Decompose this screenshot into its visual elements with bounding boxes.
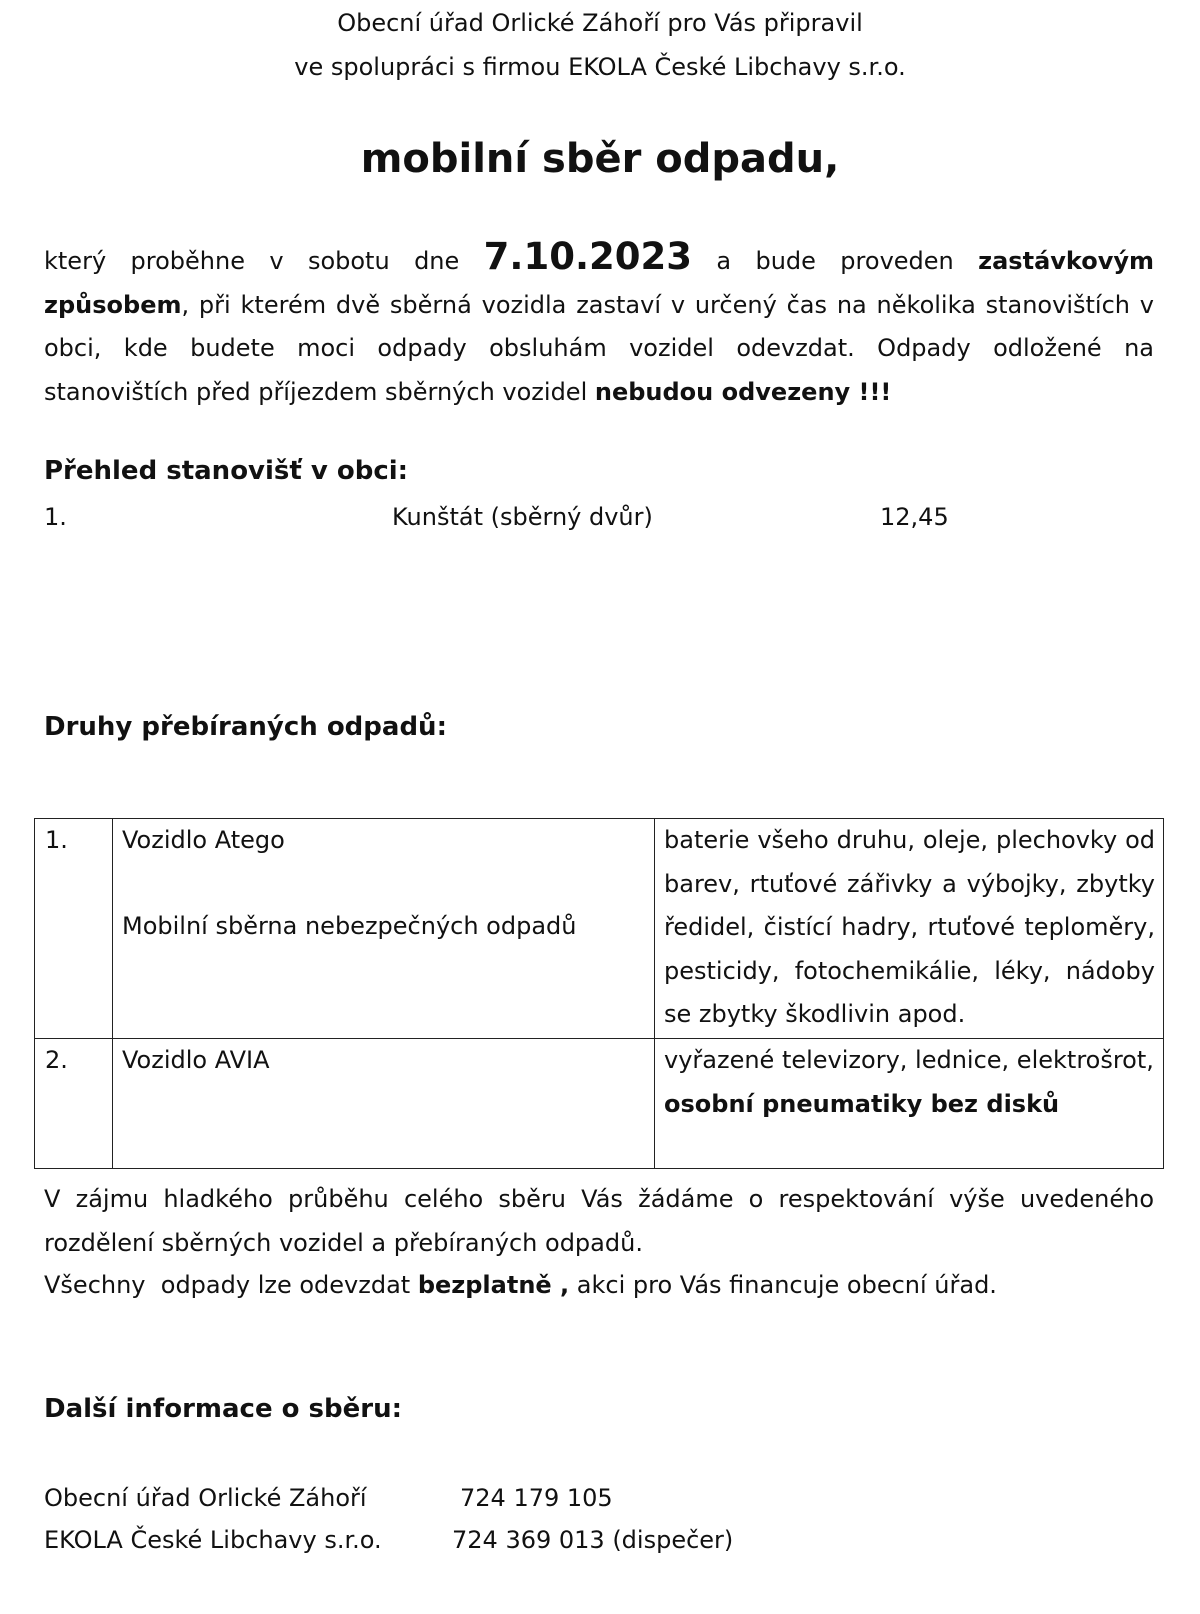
contact-row bbox=[44, 1484, 944, 1528]
contact-phone: 724 369 013 (dispečer) bbox=[452, 1526, 734, 1554]
collection-method: zastávkovým způsobem bbox=[44, 247, 1155, 319]
waste-items: vyřazené televizory, lednice, elektrošrot, bbox=[664, 1046, 1154, 1074]
stop-number: 1. bbox=[44, 503, 67, 531]
waste-types-heading: Druhy přebíraných odpadů: bbox=[44, 712, 447, 742]
vehicle-note: Mobilní sběrna nebezpečných odpadů bbox=[122, 911, 577, 940]
stop-time: 12,45 bbox=[880, 503, 949, 531]
row-number: 1. bbox=[35, 819, 113, 1039]
vehicle-name: Vozidlo AVIA bbox=[122, 1046, 270, 1074]
warning-text: nebudou odvezeny !!! bbox=[594, 377, 892, 406]
header-line-1: Obecní úřad Orlické Záhoří pro Vás připravil bbox=[337, 9, 863, 37]
waste-types-table bbox=[34, 818, 1164, 1169]
closing-request: V zájmu hladkého průběhu celého sběru Vás žádáme o respektování výše uvedeného rozdělení sběrných vozidel a přebíraných odpadů. bbox=[44, 1185, 1154, 1257]
intro-after-date: a bude proveden bbox=[692, 247, 979, 275]
stop-place: Kunštát (sběrný dvůr) bbox=[392, 503, 653, 531]
contact-row bbox=[44, 1526, 944, 1570]
row-number: 2. bbox=[35, 1039, 113, 1169]
free-of-charge: bezplatně , bbox=[417, 1271, 570, 1299]
waste-items-cell bbox=[655, 819, 1164, 1039]
page-title: mobilní sběr odpadu, bbox=[360, 136, 840, 182]
stop-row bbox=[44, 503, 1144, 537]
vehicle-cell bbox=[113, 1039, 655, 1169]
intro-before-date: který proběhne v sobotu dne bbox=[44, 247, 484, 275]
contacts-heading: Další informace o sběru: bbox=[44, 1394, 402, 1424]
contact-name: EKOLA České Libchavy s.r.o. bbox=[44, 1526, 382, 1554]
header-line-2: ve spolupráci s firmou EKOLA České Libchavy s.r.o. bbox=[294, 53, 906, 81]
contact-phone: 724 179 105 bbox=[460, 1484, 613, 1512]
intro-body: , při kterém dvě sběrná vozidla zastaví v určený čas na několika stanovištích v obci, kde budete moci odpady obsluhám vozidel odevzdat. Odpady odložené na stanovištích před příjezdem sběrných vozidel bbox=[44, 290, 1154, 406]
intro-paragraph bbox=[44, 235, 1155, 414]
vehicle-name: Vozidlo Atego bbox=[122, 826, 285, 854]
vehicle-cell bbox=[113, 819, 655, 1039]
event-date: 7.10.2023 bbox=[483, 235, 692, 278]
table-row bbox=[35, 819, 1164, 1039]
contact-name: Obecní úřad Orlické Záhoří bbox=[44, 1484, 367, 1512]
waste-items-cell bbox=[655, 1039, 1164, 1169]
waste-items-bold: osobní pneumatiky bez disků bbox=[664, 1089, 1060, 1118]
closing-free: Všechny odpady lze odevzdat bezplatně , akci pro Vás financuje obecní úřad. bbox=[44, 1271, 997, 1299]
waste-items: baterie všeho druhu, oleje, plechovky od barev, rtuťové zářivky a výbojky, zbytky ředidel, čistící hadry, rtuťové teploměry, pesticidy, fotochemikálie, léky, nádoby se zbytky škodlivin apod. bbox=[664, 826, 1155, 1028]
stops-heading: Přehled stanovišť v obci: bbox=[44, 456, 409, 486]
table-row bbox=[35, 1039, 1164, 1169]
